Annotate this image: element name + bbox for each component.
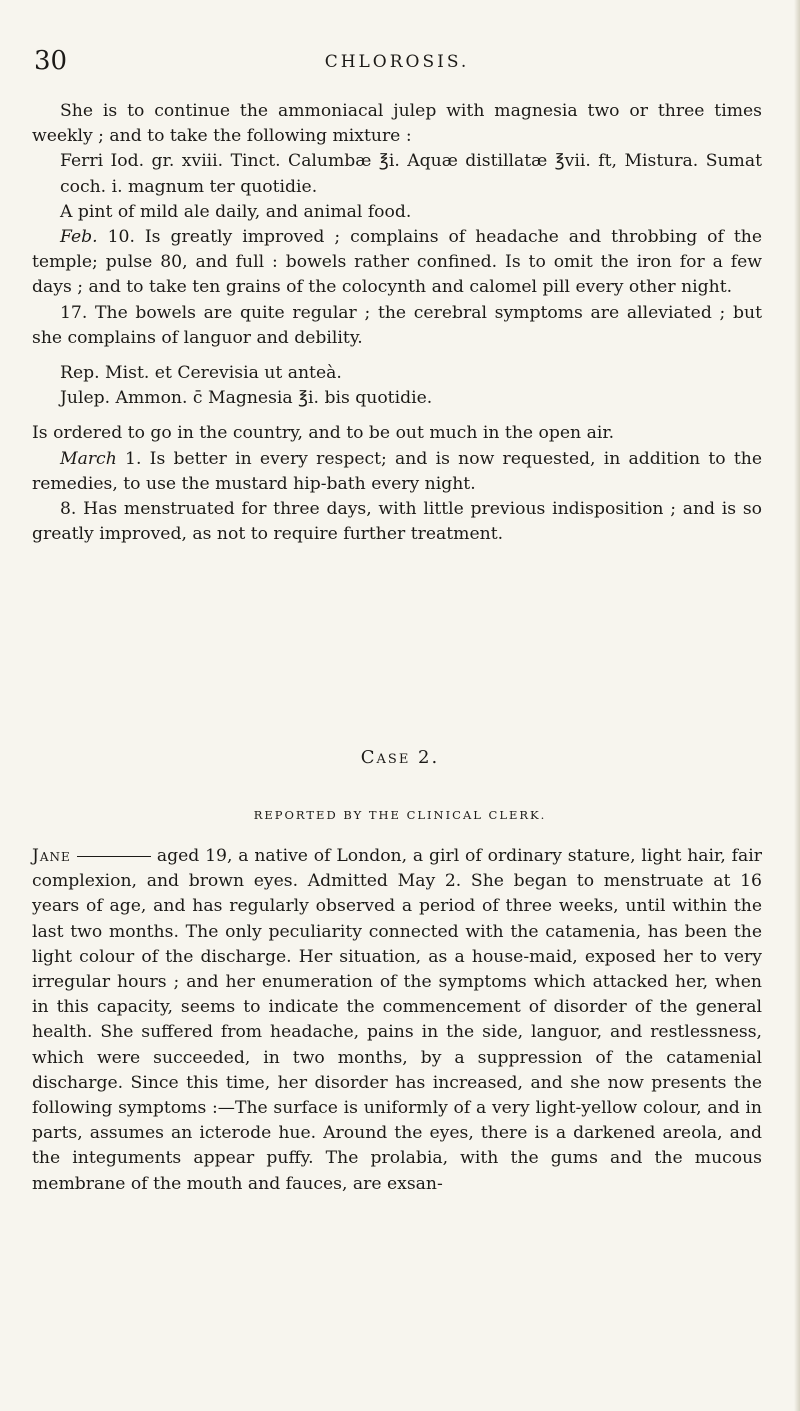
entry-text: 10. Is greatly improved ; complains of headache and throbbing of the temple; pulse 80, and full : bowels rather confined. Is to omit the iron for a few days ; and to take ten grains of the colocynth and calomel pill every other night. <box>32 227 762 298</box>
dated-entry <box>32 447 762 497</box>
entry-text: 1. Is better in every respect; and is now requested, in addition to the remedies, to use the mustard hip-bath every night. <box>32 448 762 494</box>
paragraph: Is ordered to go in the country, and to be out much in the open air. <box>32 423 615 444</box>
prescription: Ferri Iod. gr. xviii. Tinct. Calumbæ ℥i. Aquæ distillatæ ℥vii. ft, Mistura. Sumat coch. i. magnum ter quotidie. <box>60 151 762 197</box>
page-edge-shadow <box>794 0 800 1411</box>
page-header <box>34 46 760 86</box>
dated-entry <box>32 225 762 301</box>
prescription: Julep. Ammon. c̄ Magnesia ℥i. bis quotidie. <box>60 388 433 409</box>
diet-instruction: A pint of mild ale daily, and animal food. <box>60 201 412 222</box>
entry-date: Feb. <box>60 227 98 248</box>
paragraph: She is to continue the ammoniacal julep with magnesia two or three times weekly ; and to take the following mixture : <box>32 101 762 147</box>
case-1-continuation <box>32 99 762 547</box>
case-2-body <box>32 844 762 1197</box>
page-number: 30 <box>34 46 68 76</box>
entry-date: March <box>60 448 117 469</box>
name-dash <box>77 856 151 857</box>
case-reporter: REPORTED BY THE CLINICAL CLERK. <box>253 808 547 822</box>
case-text: aged 19, a native of London, a girl of ordinary stature, light hair, fair complexion, and brown eyes. Admitted May 2. She began to menstruate at 16 years of age, and has regularly observed a period of three weeks, until within the last two months. The only peculiarity connected with the catamenia, has been the light colour of the discharge. Her situation, as a house-maid, exposed her to very irregular hours ; and her enumeration of the symptoms which attacked her, when in this capacity, seems to indicate the commencement of disorder of the general health. She suffered from headache, pains in the side, languor, and restlessness, which were succeeded, in two months, by a suppression of the catamenial discharge. Since this time, her disorder has increased, and she now presents the following symptoms :—The surface is uniformly of a very light-yellow colour, and in parts, assumes an icterode hue. Around the eyes, there is a darkened areola, and the integuments appear puffy. The prolabia, with the gums and the mucous membrane of the mouth and fauces, are exsan- <box>32 846 762 1194</box>
dated-entry: 8. Has menstruated for three days, with little previous indisposition ; and is so greatly improved, as not to require further treatment. <box>32 499 762 545</box>
running-head: CHLOROSIS. <box>324 52 470 72</box>
case-title: Case 2. <box>360 747 440 768</box>
prescription: Rep. Mist. et Cerevisia ut anteà. <box>60 363 342 384</box>
dated-entry: 17. The bowels are quite regular ; the cerebral symptoms are alleviated ; but she complains of languor and debility. <box>32 302 762 348</box>
patient-name: Jane <box>32 846 71 866</box>
case-paragraph <box>32 844 762 1197</box>
